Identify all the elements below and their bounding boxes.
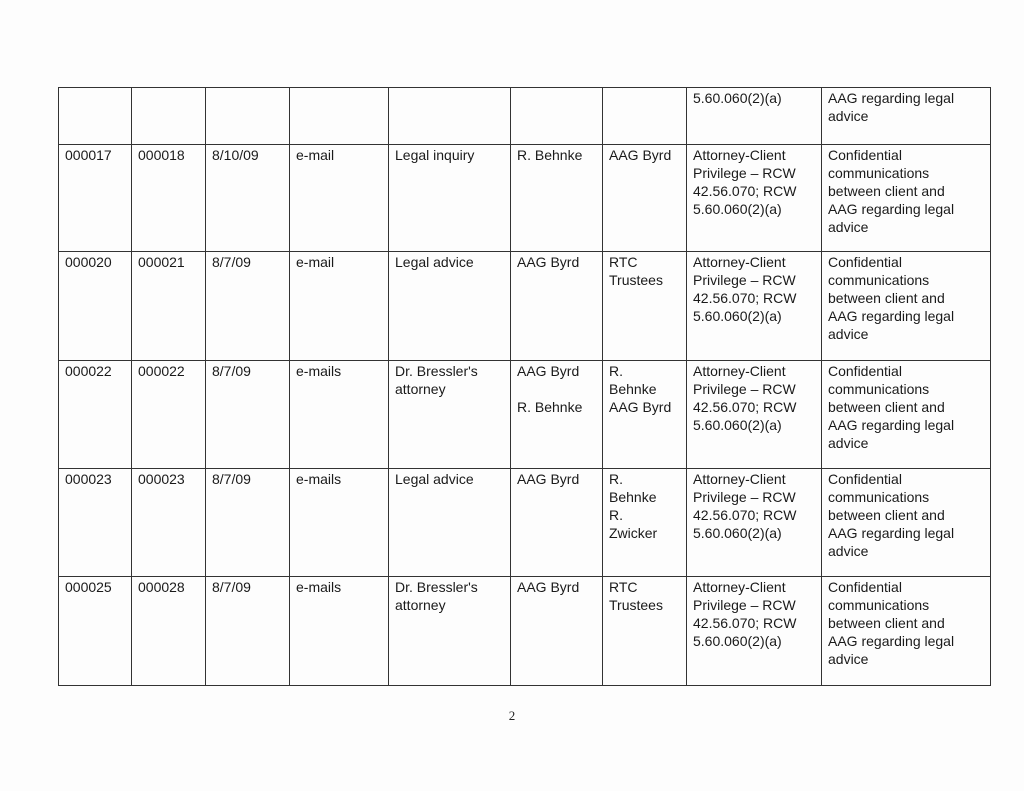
- table-row-continued: [59, 88, 991, 145]
- date-cell: 8/7/09: [206, 252, 290, 361]
- date-cell: 8/7/09: [206, 469, 290, 577]
- privilege-basis-line: Attorney-Client: [693, 363, 786, 379]
- recipient-cell: [603, 145, 687, 252]
- subject-line: Legal inquiry: [395, 147, 475, 163]
- description-line: AAG regarding legal: [828, 90, 955, 106]
- description-cell: [822, 577, 991, 686]
- privilege-basis-line: Privilege – RCW: [693, 272, 796, 288]
- doc-type-cell: e-mail: [290, 145, 389, 252]
- date-cell: 8/10/09: [206, 145, 290, 252]
- subject-cell: [389, 88, 511, 145]
- description-line: Confidential: [828, 147, 902, 163]
- recipient-line: RTC: [609, 254, 638, 270]
- description-cell: [822, 145, 991, 252]
- description-cell: [822, 252, 991, 361]
- recipient-line: Behnke: [609, 489, 657, 505]
- end-bates-cell: 000023: [132, 469, 206, 577]
- recipient-line: Trustees: [609, 272, 663, 288]
- privilege-basis-line: 5.60.060(2)(a): [693, 417, 782, 433]
- privilege-basis-line: Privilege – RCW: [693, 489, 796, 505]
- description-line: advice: [828, 651, 869, 667]
- privilege-basis-cell: [687, 361, 822, 469]
- recipient-line: R.: [609, 363, 623, 379]
- subject-line: attorney: [395, 381, 446, 397]
- doc-type-cell: e-mails: [290, 577, 389, 686]
- author-cell: [511, 361, 603, 469]
- privilege-basis-line: 5.60.060(2)(a): [693, 525, 782, 541]
- privilege-basis-cell: [687, 469, 822, 577]
- description-line: communications: [828, 489, 930, 505]
- recipient-line: AAG Byrd: [609, 399, 672, 415]
- table-row: [59, 252, 991, 361]
- privilege-basis-line: 5.60.060(2)(a): [693, 308, 782, 324]
- page-number: 2: [508, 708, 516, 723]
- description-line: advice: [828, 435, 869, 451]
- subject-line: Dr. Bressler's: [395, 579, 478, 595]
- description-line: between client and: [828, 290, 945, 306]
- privilege-basis-line: Privilege – RCW: [693, 165, 796, 181]
- begin-bates-cell: 000017: [59, 145, 132, 252]
- recipient-line: Trustees: [609, 597, 663, 613]
- author-cell: [511, 145, 603, 252]
- table-row: [59, 361, 991, 469]
- author-line: AAG Byrd: [517, 579, 580, 595]
- description-line: Confidential: [828, 254, 902, 270]
- description-line: AAG regarding legal: [828, 308, 955, 324]
- subject-cell: [389, 469, 511, 577]
- subject-cell: [389, 145, 511, 252]
- description-line: advice: [828, 219, 869, 235]
- recipient-cell: [603, 88, 687, 145]
- privilege-basis-cell: [687, 577, 822, 686]
- privilege-basis-line: 5.60.060(2)(a): [693, 633, 782, 649]
- author-cell: [511, 469, 603, 577]
- privilege-basis-line: 42.56.070; RCW: [693, 399, 797, 415]
- begin-bates-cell: 000022: [59, 361, 132, 469]
- recipient-cell: [603, 577, 687, 686]
- recipient-line: Behnke: [609, 381, 657, 397]
- recipient-cell: [603, 361, 687, 469]
- description-line: advice: [828, 108, 869, 124]
- subject-line: Legal advice: [395, 254, 474, 270]
- author-cell: [511, 252, 603, 361]
- author-line: AAG Byrd: [517, 363, 580, 379]
- date-cell: [206, 88, 290, 145]
- author-line: AAG Byrd: [517, 471, 580, 487]
- author-line: R. Behnke: [517, 147, 583, 163]
- privilege-basis-line: Attorney-Client: [693, 147, 786, 163]
- privilege-basis-line: Privilege – RCW: [693, 597, 796, 613]
- description-line: communications: [828, 165, 930, 181]
- privilege-basis-line: 42.56.070; RCW: [693, 507, 797, 523]
- author-cell: [511, 577, 603, 686]
- recipient-cell: [603, 469, 687, 577]
- date-cell: 8/7/09: [206, 577, 290, 686]
- description-line: between client and: [828, 183, 945, 199]
- privilege-basis-line: 5.60.060(2)(a): [693, 90, 782, 106]
- subject-line: Legal advice: [395, 471, 474, 487]
- privilege-basis-line: Privilege – RCW: [693, 381, 796, 397]
- privilege-basis-cell: [687, 88, 822, 145]
- table-row: [59, 469, 991, 577]
- privilege-basis-line: 5.60.060(2)(a): [693, 201, 782, 217]
- author-cell: [511, 88, 603, 145]
- privilege-basis-line: 42.56.070; RCW: [693, 615, 797, 631]
- doc-type-cell: e-mail: [290, 252, 389, 361]
- description-line: communications: [828, 597, 930, 613]
- description-line: AAG regarding legal: [828, 633, 955, 649]
- description-line: communications: [828, 381, 930, 397]
- description-line: Confidential: [828, 579, 902, 595]
- privilege-basis-line: 42.56.070; RCW: [693, 183, 797, 199]
- begin-bates-cell: 000020: [59, 252, 132, 361]
- end-bates-cell: 000018: [132, 145, 206, 252]
- author-line: R. Behnke: [517, 399, 583, 415]
- table-row: [59, 145, 991, 252]
- subject-cell: [389, 252, 511, 361]
- description-cell: [822, 361, 991, 469]
- privilege-log-body: [59, 88, 991, 686]
- end-bates-cell: 000028: [132, 577, 206, 686]
- begin-bates-cell: 000023: [59, 469, 132, 577]
- description-line: between client and: [828, 507, 945, 523]
- subject-cell: [389, 361, 511, 469]
- subject-line: Dr. Bressler's: [395, 363, 478, 379]
- privilege-basis-line: 42.56.070; RCW: [693, 290, 797, 306]
- description-line: communications: [828, 272, 930, 288]
- recipient-line: R.: [609, 471, 623, 487]
- privilege-log-table: [58, 87, 991, 686]
- table-row: [59, 577, 991, 686]
- subject-line: attorney: [395, 597, 446, 613]
- end-bates-cell: 000021: [132, 252, 206, 361]
- description-line: advice: [828, 543, 869, 559]
- subject-cell: [389, 577, 511, 686]
- doc-type-cell: e-mails: [290, 469, 389, 577]
- doc-type-cell: e-mails: [290, 361, 389, 469]
- description-line: between client and: [828, 399, 945, 415]
- recipient-line: Zwicker: [609, 525, 658, 541]
- privilege-basis-line: Attorney-Client: [693, 254, 786, 270]
- doc-type-cell: [290, 88, 389, 145]
- author-line: AAG Byrd: [517, 254, 580, 270]
- privilege-basis-cell: [687, 145, 822, 252]
- description-line: AAG regarding legal: [828, 525, 955, 541]
- recipient-cell: [603, 252, 687, 361]
- date-cell: 8/7/09: [206, 361, 290, 469]
- privilege-basis-line: Attorney-Client: [693, 579, 786, 595]
- privilege-basis-cell: [687, 252, 822, 361]
- recipient-line: RTC: [609, 579, 638, 595]
- description-line: AAG regarding legal: [828, 417, 955, 433]
- end-bates-cell: [132, 88, 206, 145]
- description-line: Confidential: [828, 471, 902, 487]
- recipient-line: R.: [609, 507, 623, 523]
- description-cell: [822, 88, 991, 145]
- description-line: advice: [828, 326, 869, 342]
- description-cell: [822, 469, 991, 577]
- end-bates-cell: 000022: [132, 361, 206, 469]
- privilege-basis-line: Attorney-Client: [693, 471, 786, 487]
- recipient-line: AAG Byrd: [609, 147, 672, 163]
- description-line: between client and: [828, 615, 945, 631]
- description-line: AAG regarding legal: [828, 201, 955, 217]
- begin-bates-cell: [59, 88, 132, 145]
- description-line: Confidential: [828, 363, 902, 379]
- author-line: [517, 380, 597, 398]
- begin-bates-cell: 000025: [59, 577, 132, 686]
